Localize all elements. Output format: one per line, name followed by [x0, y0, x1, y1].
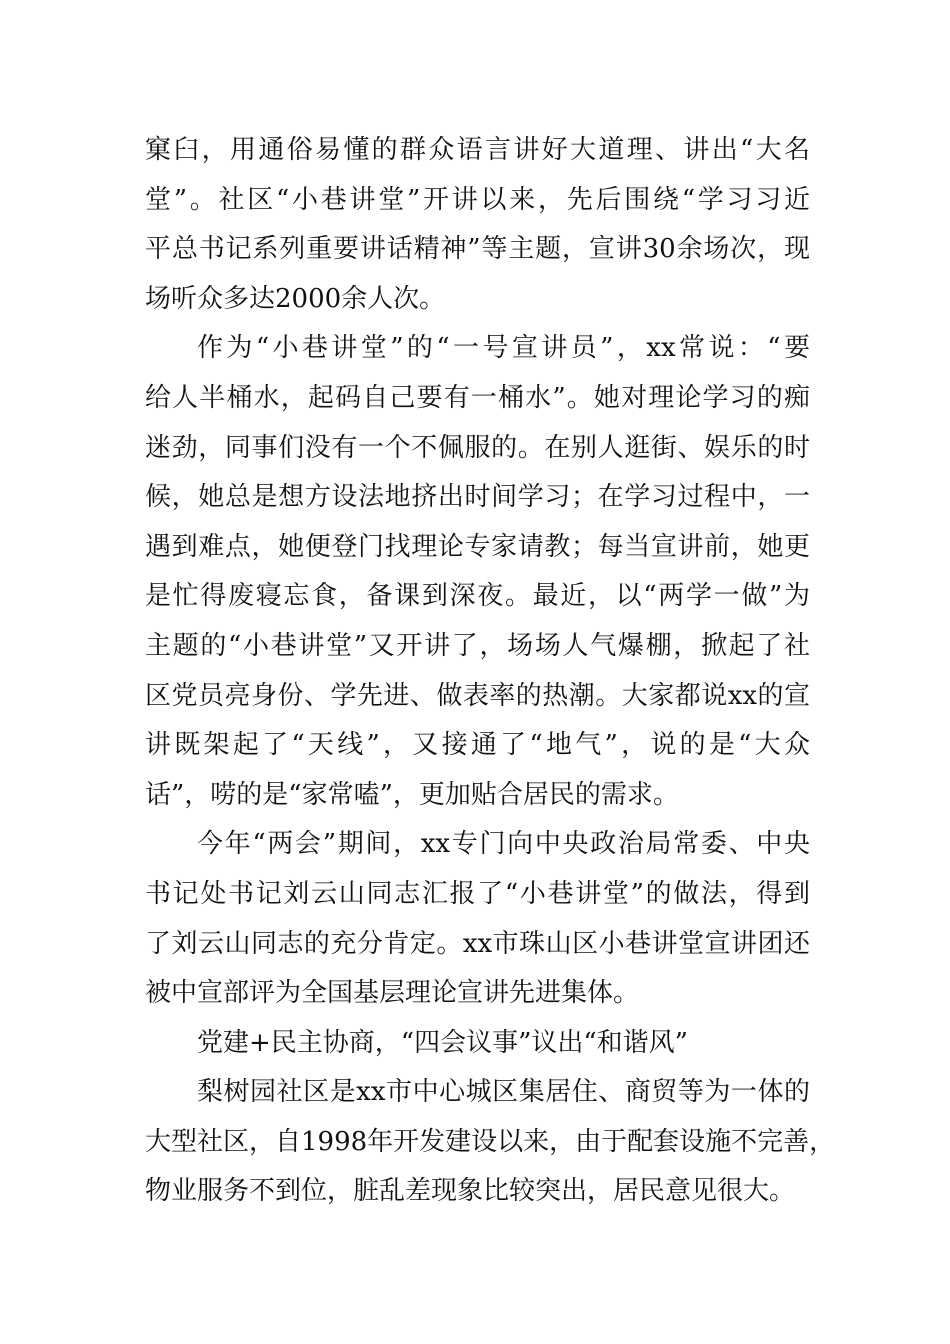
text-line: 话”，唠的是“家常嗑”，更加贴合居民的需求。	[145, 779, 679, 810]
text-line: 今年“两会”期间，xx专门向中央政治局常委、中央	[197, 829, 810, 860]
text-line: 党建+民主协商，“四会议事”议出“和谐风”	[197, 1027, 688, 1058]
text-line: 场听众多达2000余人次。	[145, 283, 446, 314]
text-line: 大型社区，自1998年开发建设以来，由于配套设施不完善，	[145, 1126, 836, 1157]
text-line: 窠臼，用通俗易懂的群众语言讲好大道理、讲出“大名	[145, 135, 810, 165]
text-line: 堂”。社区“小巷讲堂”开讲以来，先后围绕“学习习近	[145, 184, 810, 215]
text-line: 书记处书记刘云山同志汇报了“小巷讲堂”的做法，得到	[145, 878, 810, 909]
text-line: 了刘云山同志的充分肯定。xx市珠山区小巷讲堂宣讲团还	[145, 928, 810, 959]
text-line: 被中宣部评为全国基层理论宣讲先进集体。	[145, 978, 640, 1009]
text-line: 给人半桶水，起码自己要有一桶水”。她对理论学习的痴	[145, 382, 810, 413]
text-line: 是忙得废寝忘食，备课到深夜。最近，以“两学一做”为	[145, 581, 810, 612]
text-line: 平总书记系列重要讲话精神”等主题，宣讲30余场次，现	[145, 234, 810, 265]
text-line: 作为“小巷讲堂”的“一号宣讲员”，xx常说：“要	[197, 333, 810, 364]
text-line: 讲既架起了“天线”，又接通了“地气”，说的是“大众	[145, 730, 810, 761]
text-line: 区党员亮身份、学先进、做表率的热潮。大家都说xx的宣	[145, 680, 810, 711]
text-line: 物业服务不到位，脏乱差现象比较突出，居民意见很大。	[145, 1176, 796, 1207]
text-line: 遇到难点，她便登门找理论专家请教；每当宣讲前，她更	[145, 531, 810, 562]
text-line: 梨树园社区是xx市中心城区集居住、商贸等为一体的	[197, 1077, 810, 1108]
text-line: 主题的“小巷讲堂”又开讲了，场场人气爆棚，掀起了社	[145, 630, 810, 661]
text-line: 迷劲，同事们没有一个不佩服的。在别人逛街、娱乐的时	[145, 432, 810, 463]
text-line: 候，她总是想方设法地挤出时间学习；在学习过程中，一	[145, 482, 810, 513]
body-text	[145, 126, 836, 1217]
